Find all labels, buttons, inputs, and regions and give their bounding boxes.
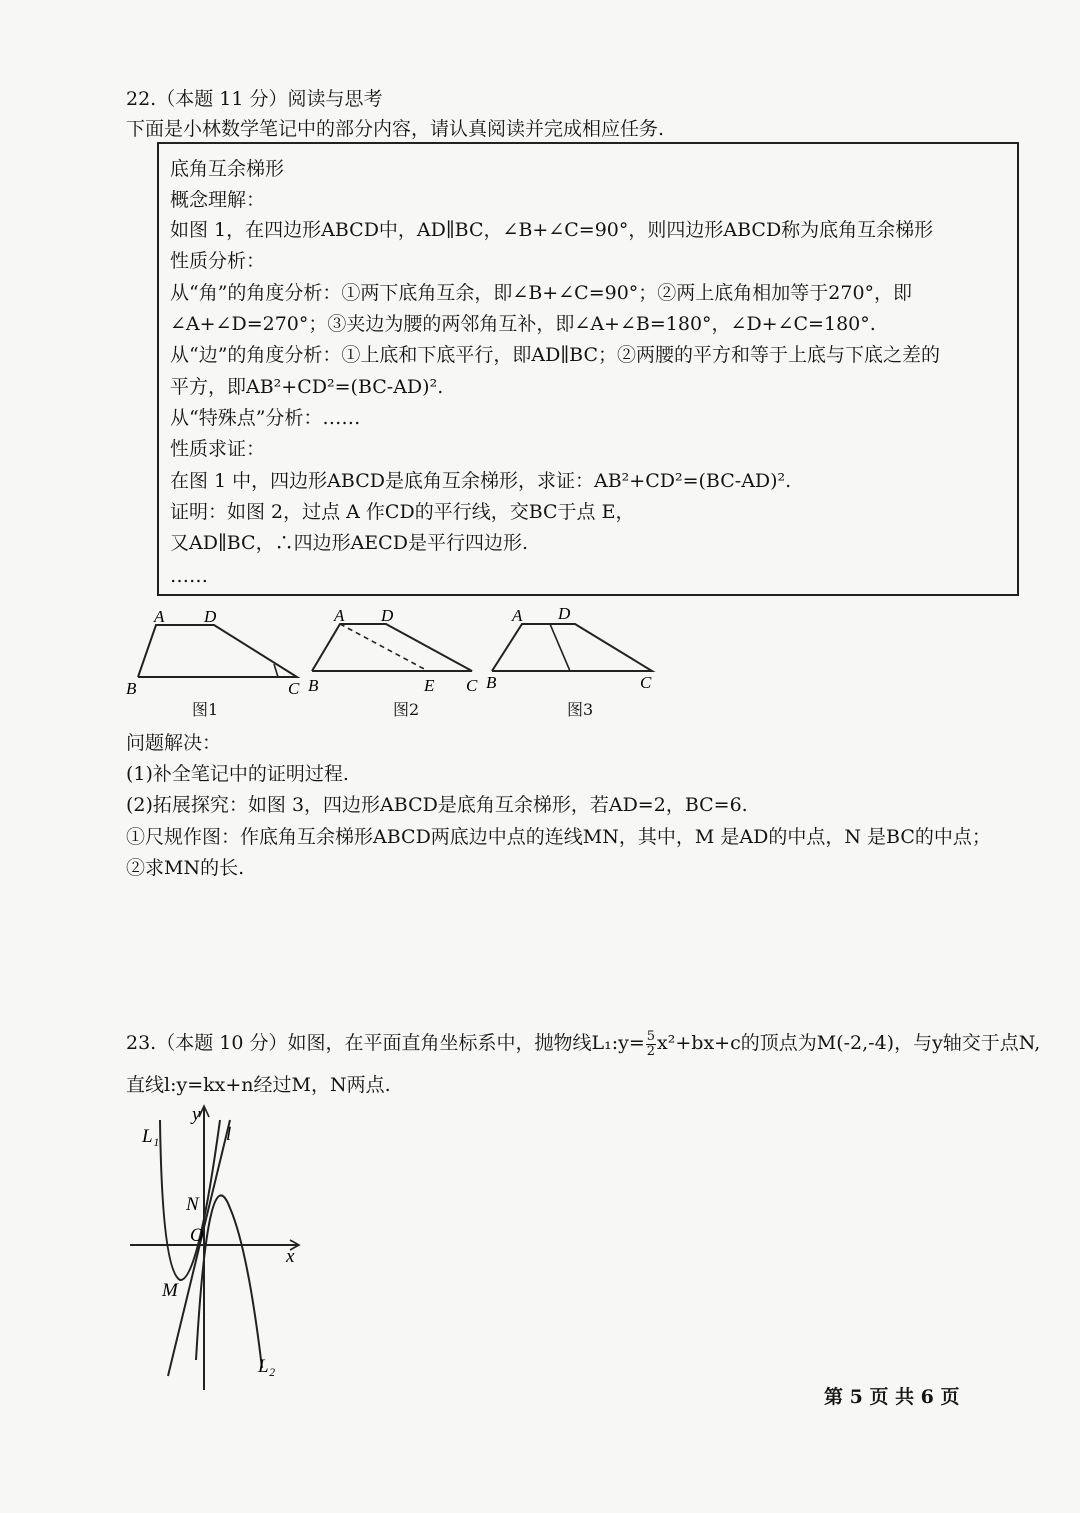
figure-3-caption: 图3 bbox=[567, 700, 594, 719]
label-o: O bbox=[190, 1225, 204, 1246]
q23-line2: 直线l:y=kx+n经过M，N两点. bbox=[126, 1074, 391, 1096]
label-l: l bbox=[226, 1124, 232, 1145]
page-footer: 第 5 页 共 6 页 bbox=[824, 1386, 960, 1408]
task-2: (2)拓展探究：如图 3，四边形ABCD是底角互余梯形，若AD=2，BC=6. bbox=[126, 794, 748, 816]
angle-analysis-line2: ∠A+∠D=270°；③夹边为腰的两邻角互补，即∠A+∠B=180°，∠D+∠C=180°. bbox=[170, 313, 876, 335]
figure-1-trapezoid bbox=[120, 600, 320, 700]
label-x: x bbox=[286, 1246, 295, 1267]
proof-line2: 证明：如图 2，过点 A 作CD的平行线，交BC于点 E， bbox=[170, 501, 635, 523]
side-analysis-line1: 从“边”的角度分析：①上底和下底平行，即AD∥BC；②两腰的平方和等于上底与下底之差的 bbox=[170, 344, 941, 366]
line-l bbox=[168, 1120, 230, 1376]
q23-fraction-numerator: 5 bbox=[646, 1028, 656, 1044]
proof-line1: 在图 1 中，四边形ABCD是底角互余梯形，求证：AB²+CD²=(BC-AD)². bbox=[170, 470, 792, 492]
label-l1: L₁ bbox=[142, 1126, 160, 1147]
fig1-label-d: D bbox=[204, 607, 217, 626]
note-title: 底角互余梯形 bbox=[170, 158, 285, 180]
task-2-1: ①尺规作图：作底角互余梯形ABCD两底边中点的连线MN，其中，M 是AD的中点，N 是BC的中点； bbox=[126, 826, 991, 848]
proof-heading: 性质求证： bbox=[170, 438, 266, 460]
label-y: y bbox=[192, 1104, 201, 1125]
fig1-label-a: A bbox=[154, 607, 165, 626]
fig2-label-c: C bbox=[466, 676, 478, 695]
figure-1-caption: 图1 bbox=[192, 700, 219, 719]
property-heading: 性质分析： bbox=[170, 250, 266, 272]
coordinate-graph bbox=[120, 1100, 320, 1400]
note-box bbox=[157, 142, 1019, 596]
q22-header: 22.（本题 11 分）阅读与思考 bbox=[126, 88, 383, 110]
fig1-label-b: B bbox=[126, 679, 137, 698]
q23-fraction bbox=[646, 1030, 656, 1059]
q23-fraction-denominator: 2 bbox=[646, 1043, 656, 1059]
label-l2: L₂ bbox=[258, 1356, 276, 1377]
task-1: (1)补全笔记中的证明过程. bbox=[126, 763, 349, 785]
fig3-label-d: D bbox=[558, 604, 571, 623]
fig3-label-a: A bbox=[512, 606, 523, 625]
concept-text: 如图 1，在四边形ABCD中，AD∥BC，∠B+∠C=90°，则四边形ABCD称为底角互余梯形 bbox=[170, 219, 934, 241]
fig3-label-b: B bbox=[486, 673, 497, 692]
fig1-label-c: C bbox=[288, 679, 300, 698]
special-point-line: 从“特殊点”分析：…… bbox=[170, 407, 361, 429]
q23-line1-prefix: 23.（本题 10 分）如图，在平面直角坐标系中，抛物线L₁:y= bbox=[126, 1032, 645, 1054]
note-ellipsis: …… bbox=[170, 565, 208, 587]
fig3-label-c: C bbox=[640, 673, 652, 692]
q23-line1 bbox=[126, 1026, 1040, 1060]
q23-line1-suffix: x²+bx+c的顶点为M(-2,-4)，与y轴交于点N, bbox=[657, 1032, 1041, 1054]
side-analysis-line2: 平方，即AB²+CD²=(BC-AD)². bbox=[170, 376, 444, 398]
solve-heading: 问题解决： bbox=[126, 732, 222, 754]
angle-analysis-line1: 从“角”的角度分析：①两下底角互余，即∠B+∠C=90°；②两上底角相加等于270°，即 bbox=[170, 282, 913, 304]
fig2-label-e: E bbox=[424, 676, 435, 695]
concept-heading: 概念理解： bbox=[170, 189, 266, 211]
figure-3-trapezoid bbox=[480, 600, 680, 700]
label-n: N bbox=[186, 1194, 199, 1215]
fig2-label-a: A bbox=[334, 606, 345, 625]
figure-2-caption: 图2 bbox=[393, 700, 420, 719]
fig2-label-d: D bbox=[381, 606, 394, 625]
label-m: M bbox=[162, 1280, 178, 1301]
q22-intro: 下面是小林数学笔记中的部分内容，请认真阅读并完成相应任务. bbox=[126, 118, 665, 140]
fig2-label-b: B bbox=[308, 676, 319, 695]
figure-2-trapezoid bbox=[300, 600, 500, 700]
task-2-2: ②求MN的长. bbox=[126, 857, 245, 879]
proof-line3: 又AD∥BC，∴四边形AECD是平行四边形. bbox=[170, 532, 528, 554]
